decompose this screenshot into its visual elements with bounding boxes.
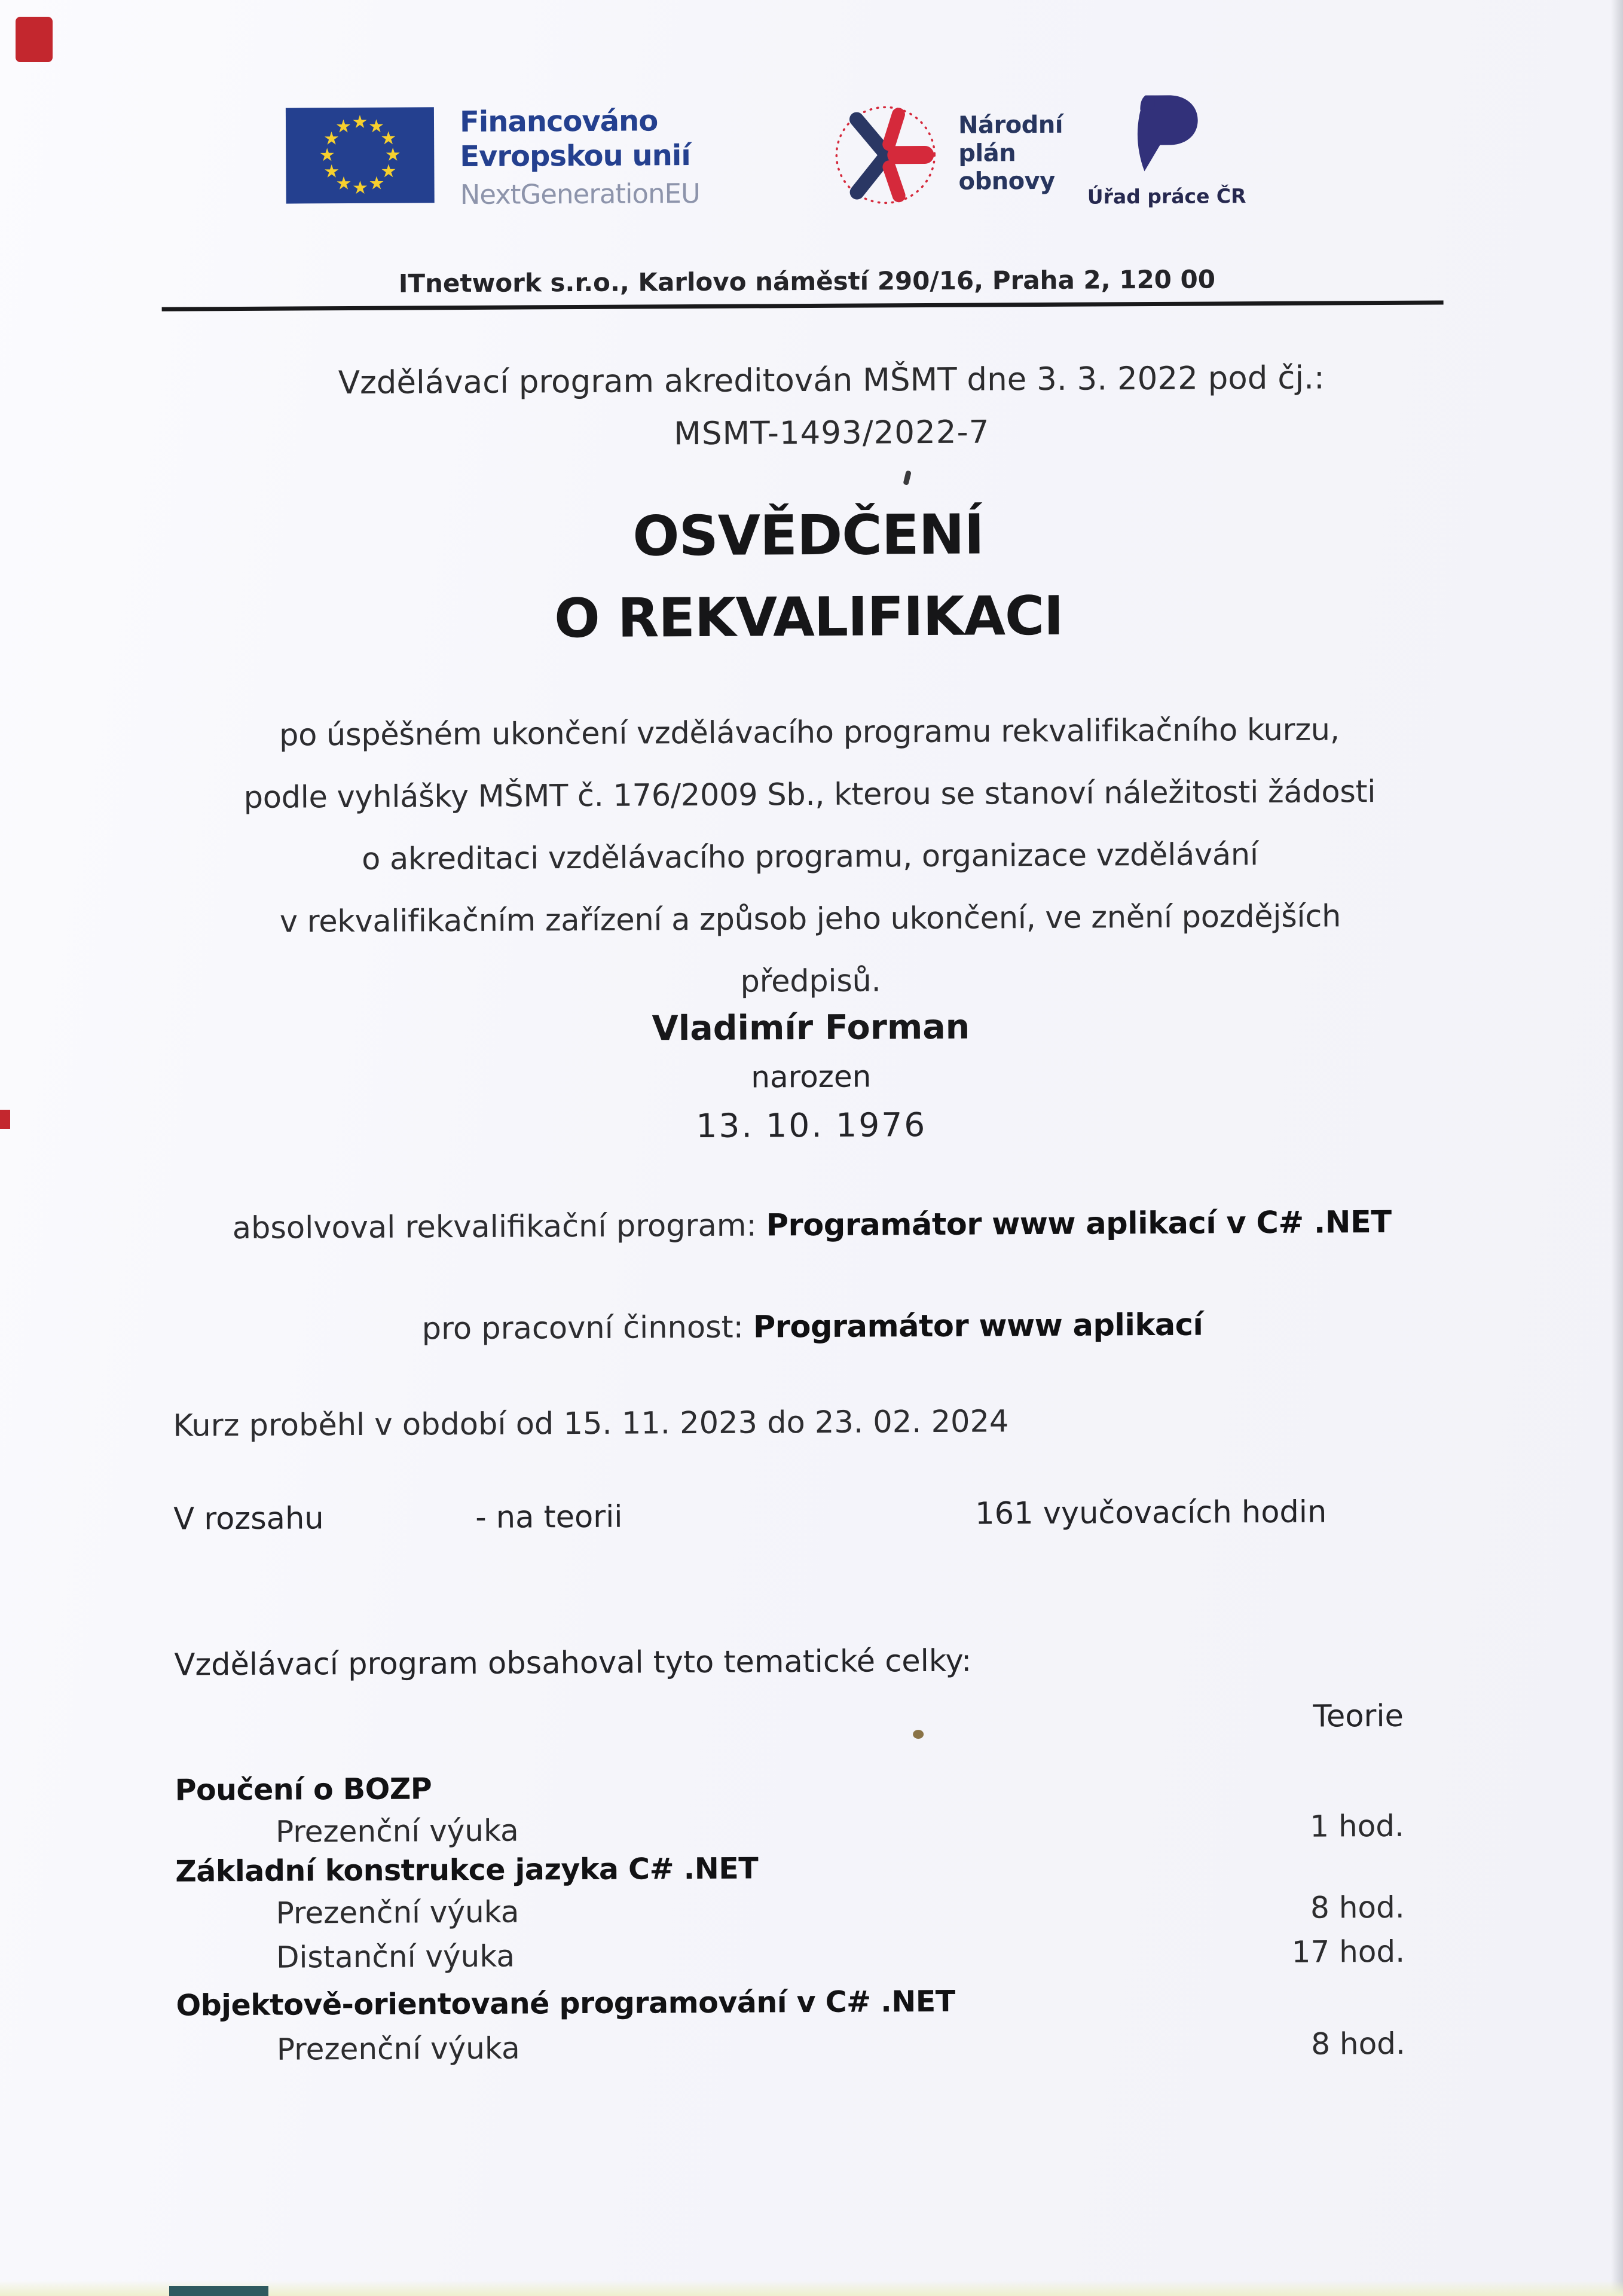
intro-line: o akreditaci vzdělávacího programu, organizace vzdělávání bbox=[362, 837, 1258, 877]
curriculum-row-hours: 17 hod. bbox=[1291, 1934, 1405, 1970]
certificate-title-line-2: O REKVALIFIKACI bbox=[554, 584, 1063, 651]
eu-funding-line: NextGenerationEU bbox=[460, 177, 701, 211]
intro-line: předpisů. bbox=[740, 963, 881, 1000]
issuer-address-line: ITnetwork s.r.o., Karlovo náměstí 290/16, Praha 2, 120 00 bbox=[398, 264, 1216, 298]
program-name: Programátor www aplikací v C# .NET bbox=[766, 1204, 1392, 1244]
scope-label: V rozsahu bbox=[173, 1501, 324, 1537]
scan-edge-shadow bbox=[1611, 0, 1623, 2296]
intro-line: podle vyhlášky MŠMT č. 176/2009 Sb., kterou se stanoví náležitosti žádosti bbox=[243, 774, 1376, 816]
occupation-line bbox=[1, 1305, 1623, 1349]
labour-office-label: Úřad práce ČR bbox=[1087, 184, 1246, 209]
program-line bbox=[1, 1204, 1623, 1247]
curriculum-section-title: Poučení o BOZP bbox=[175, 1772, 432, 1808]
eu-funding-line: Financováno bbox=[459, 104, 658, 139]
curriculum-section-title: Objektově-orientované programování v C# .NET bbox=[176, 1984, 955, 2023]
npo-line: plán bbox=[958, 139, 1016, 167]
national-recovery-plan-wordmark bbox=[958, 111, 1063, 196]
born-label: narozen bbox=[751, 1059, 872, 1095]
logo-strip bbox=[0, 0, 1617, 211]
person-name: Vladimír Forman bbox=[652, 1007, 970, 1049]
npo-line: Národní bbox=[958, 111, 1063, 139]
eu-flag-icon bbox=[286, 107, 435, 203]
curriculum-section-title: Základní konstrukce jazyka C# .NET bbox=[175, 1851, 759, 1889]
ink-speck bbox=[913, 1730, 924, 1739]
intro-line: po úspěšném ukončení vzdělávacího programu rekvalifikačního kurzu, bbox=[279, 712, 1340, 753]
labour-office-icon bbox=[1126, 91, 1205, 178]
accreditation-number: MSMT-1493/2022-7 bbox=[673, 414, 990, 453]
birth-date: 13. 10. 1976 bbox=[696, 1105, 927, 1146]
eu-funding-line: Evropskou unií bbox=[460, 139, 690, 174]
eu-funding-wordmark bbox=[460, 103, 700, 210]
scan-artifact-red-corner bbox=[16, 17, 53, 62]
occupation-name: Programátor www aplikací bbox=[753, 1307, 1203, 1345]
curriculum-row-label: Prezenční výuka bbox=[275, 1813, 519, 1849]
course-period-line: Kurz proběhl v období od 15. 11. 2023 do 23. 02. 2024 bbox=[173, 1404, 1009, 1444]
occupation-prefix: pro pracovní činnost: bbox=[421, 1309, 744, 1347]
curriculum-row-hours: 8 hod. bbox=[1311, 2026, 1406, 2062]
curriculum-row-label: Distanční výuka bbox=[276, 1938, 515, 1975]
national-recovery-plan-icon bbox=[826, 101, 946, 210]
curriculum-row-label: Prezenční výuka bbox=[276, 1894, 519, 1931]
certificate-title-line-1: OSVĚDČENÍ bbox=[632, 502, 985, 569]
scope-hours: 161 vyučovacích hodin bbox=[975, 1494, 1327, 1532]
scan-artifact-red-edge bbox=[0, 1110, 10, 1129]
curriculum-row-label: Prezenční výuka bbox=[276, 2031, 520, 2067]
npo-line: obnovy bbox=[958, 167, 1055, 196]
theory-column-header: Teorie bbox=[1313, 1698, 1404, 1735]
scope-theory-label: - na teorii bbox=[475, 1499, 623, 1535]
curriculum-row-hours: 8 hod. bbox=[1310, 1889, 1405, 1925]
header-divider bbox=[162, 300, 1444, 311]
program-prefix: absolvoval rekvalifikační program: bbox=[232, 1208, 757, 1247]
intro-line: v rekvalifikačním zařízení a způsob jeho ukončení, ve znění pozdějších bbox=[279, 899, 1341, 940]
ink-speck bbox=[903, 470, 911, 485]
accreditation-line-1: Vzdělávací program akreditován MŠMT dne 3. 3. 2022 pod čj.: bbox=[338, 359, 1325, 402]
curriculum-heading: Vzdělávací program obsahoval tyto tematické celky: bbox=[174, 1643, 972, 1683]
scan-artifact-teal-bottom bbox=[169, 2286, 268, 2296]
curriculum-row-hours: 1 hod. bbox=[1310, 1808, 1405, 1844]
